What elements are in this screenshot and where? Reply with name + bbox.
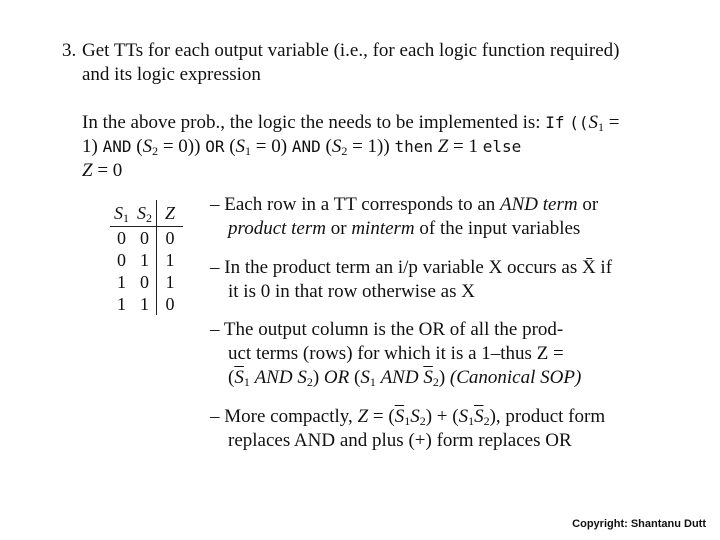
- bullet-3: – The output column is the OR of all the prod- uct terms (rows) for which it is a 1–thus Z = ($\overline{S}_1$ AND $S_2$) OR ($S_1$ AND $\overline{S}_2$) (Canonical SOP): [210, 318, 655, 390]
- then-keyword: then: [394, 137, 433, 156]
- table-row: 1 0 1: [110, 271, 183, 293]
- canonical-sop-tag: (Canonical SOP): [449, 367, 582, 388]
- problem-prefix: In the above prob., the logic the needs to be implemented is:: [82, 112, 541, 133]
- item-heading-line2: and its logic expression: [82, 64, 261, 85]
- table-row: 0 1 1: [110, 249, 183, 271]
- bullet-4: – More compactly, $Z = (\overline{S}_1S_2) + (S_1\overline{S}_2)$, product form replaces AND and plus (+) form replaces OR: [210, 406, 606, 451]
- item-number: 3.: [62, 40, 77, 61]
- canonical-sop-expression: ($\overline{S}_1$ AND $S_2$) OR ($S_1$ AND $\overline{S}_2$) (Canonical SOP): [228, 367, 582, 389]
- bullet-2: – In the product term an i/p variable X occurs as X̄ if it is 0 in that row otherwise as X: [210, 257, 613, 302]
- problem-line2: 1) AND $(S_2 = 0)$) OR $(S_1 = 0)$ AND $(S_2 = 1)$) then Z = 1 else: [82, 136, 522, 158]
- open-parens: ((: [569, 113, 589, 132]
- problem-line1: In the above prob., the logic the needs to be implemented is: If (($S_1$ =: [82, 112, 620, 134]
- and-keyword-2: AND: [291, 137, 321, 156]
- or-keyword: OR: [205, 137, 225, 156]
- and-keyword-1: AND: [102, 137, 132, 156]
- if-keyword: If: [545, 113, 565, 132]
- item-heading-line1: Get TTs for each output variable (i.e., for each logic function required): [82, 40, 620, 61]
- else-keyword: else: [482, 137, 522, 156]
- truth-table-header: $S_1$ $S_2$ Z: [110, 200, 183, 227]
- copyright-notice: Copyright: Shantanu Dutt: [572, 518, 706, 530]
- truth-table: [110, 200, 183, 315]
- table-row: 0 0 0: [110, 227, 183, 250]
- problem-line3: Z = 0: [82, 160, 123, 181]
- table-row: 1 1 0: [110, 293, 183, 315]
- s1-var: S: [588, 112, 599, 133]
- bullet-1: – Each row in a TT corresponds to an AND term or product term or minterm of the input variables: [210, 194, 599, 239]
